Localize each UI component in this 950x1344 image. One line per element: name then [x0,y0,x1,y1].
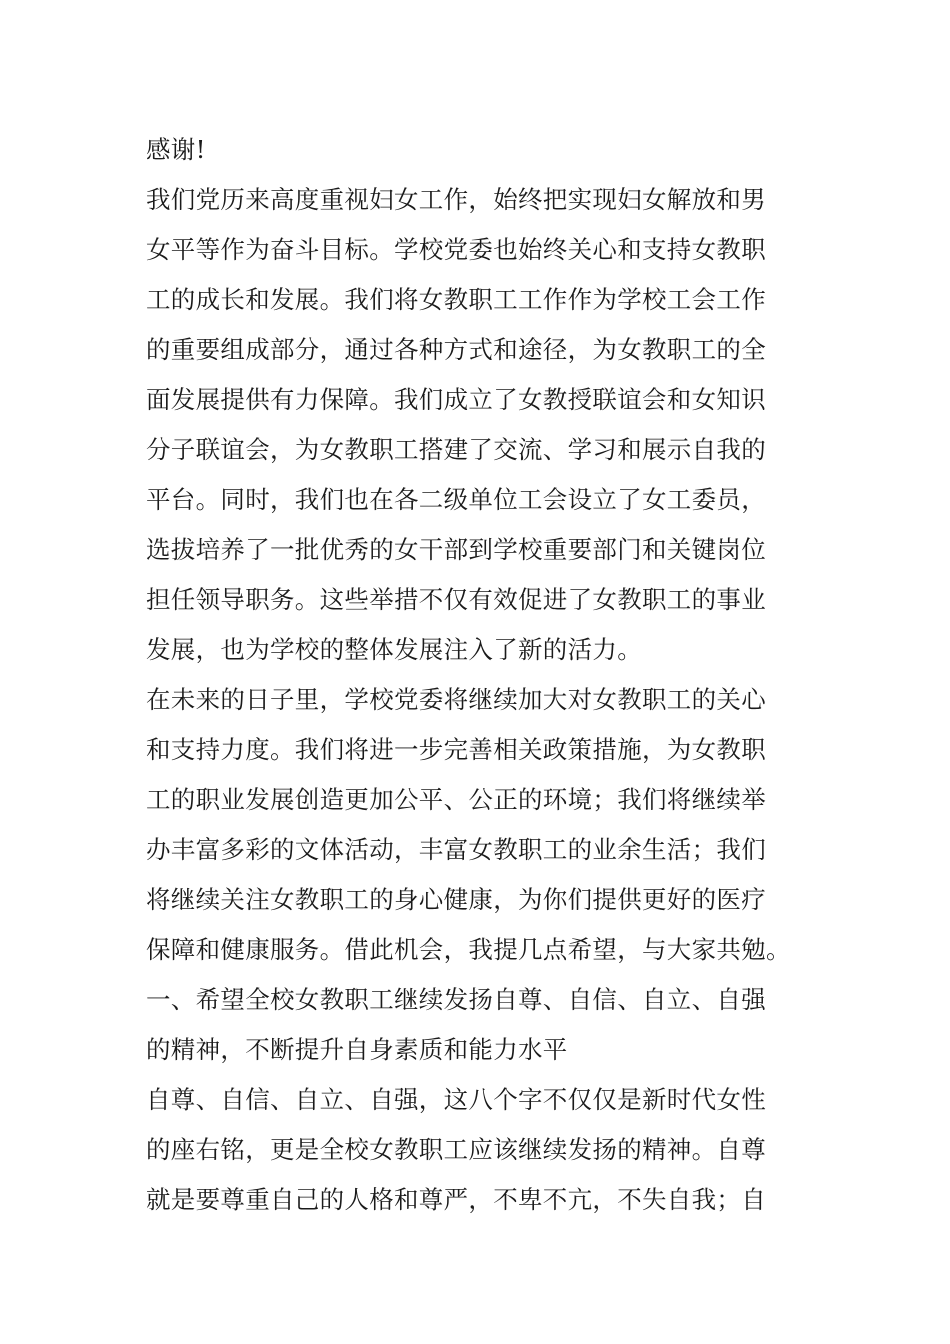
text-line: 就是要尊重自己的人格和尊严，不卑不亢，不失自我；自 [146,1185,766,1214]
text-line: 自尊、自信、自立、自强，这八个字不仅仅是新时代女性 [146,1085,766,1114]
text-line: 工的职业发展创造更加公平、公正的环境；我们将继续举 [146,785,766,814]
section-heading-line: 的精神，不断提升自身素质和能力水平 [146,1035,568,1064]
text-line: 的座右铭，更是全校女教职工应该继续发扬的精神。自尊 [146,1135,766,1164]
text-line: 在未来的日子里，学校党委将继续加大对女教职工的关心 [146,685,766,714]
text-line: 感谢! [146,135,206,164]
text-line: 发展，也为学校的整体发展注入了新的活力。 [146,635,642,664]
section-heading-line: 一、希望全校女教职工继续发扬自尊、自信、自立、自强 [146,985,766,1014]
text-line: 的重要组成部分，通过各种方式和途径，为女教职工的全 [146,335,766,364]
text-line: 平台。同时，我们也在各二级单位工会设立了女工委员， [146,485,766,514]
text-line: 我们党历来高度重视妇女工作，始终把实现妇女解放和男 [146,185,766,214]
text-line: 保障和健康服务。借此机会，我提几点希望，与大家共勉。 [146,935,791,964]
text-line: 女平等作为奋斗目标。学校党委也始终关心和支持女教职 [146,235,766,264]
text-line: 工的成长和发展。我们将女教职工工作作为学校工会工作 [146,285,766,314]
text-line: 面发展提供有力保障。我们成立了女教授联谊会和女知识 [146,385,766,414]
text-line: 将继续关注女教职工的身心健康，为你们提供更好的医疗 [146,885,766,914]
text-line: 选拔培养了一批优秀的女干部到学校重要部门和关键岗位 [146,535,766,564]
text-line: 办丰富多彩的文体活动，丰富女教职工的业余生活；我们 [146,835,766,864]
text-line: 担任领导职务。这些举措不仅有效促进了女教职工的事业 [146,585,766,614]
text-line: 分子联谊会，为女教职工搭建了交流、学习和展示自我的 [146,435,766,464]
text-line: 和支持力度。我们将进一步完善相关政策措施，为女教职 [146,735,766,764]
